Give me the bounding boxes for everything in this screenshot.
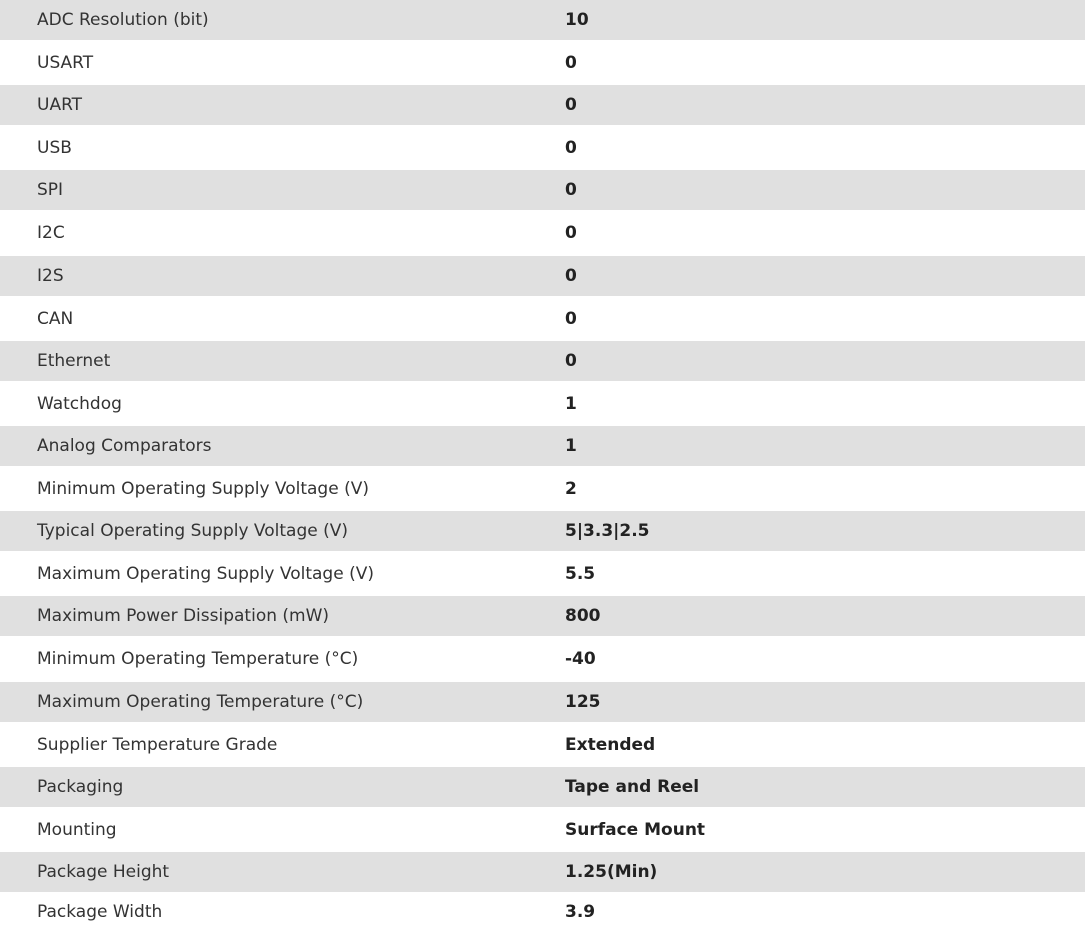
table-row <box>0 511 1085 551</box>
table-row <box>0 0 1085 40</box>
row-value: 800 <box>565 606 601 626</box>
table-row <box>0 892 1085 931</box>
row-label: Package Height <box>37 862 170 882</box>
row-value: 2 <box>565 478 577 499</box>
row-value: 1.25(Min) <box>565 862 658 882</box>
row-value: Tape and Reel <box>565 777 700 797</box>
row-label: Supplier Temperature Grade <box>37 734 278 755</box>
table-row <box>0 767 1085 807</box>
table-row <box>0 852 1085 892</box>
table-row <box>0 256 1085 296</box>
row-value: 0 <box>565 180 577 200</box>
row-value: 5|3.3|2.5 <box>565 521 650 541</box>
row-value: 0 <box>565 351 577 371</box>
table-row <box>0 170 1085 210</box>
row-label: Maximum Power Dissipation (mW) <box>37 606 330 626</box>
table-row <box>0 426 1085 466</box>
table-row <box>0 682 1085 722</box>
table-row <box>0 40 1085 85</box>
row-label: Package Width <box>37 901 163 922</box>
row-label: Minimum Operating Supply Voltage (V) <box>37 478 369 499</box>
row-label: USB <box>37 137 72 158</box>
row-value: 0 <box>565 308 577 329</box>
row-label: Typical Operating Supply Voltage (V) <box>37 521 348 541</box>
row-label: I2C <box>37 223 65 243</box>
table-row <box>0 125 1085 170</box>
row-value: 125 <box>565 692 601 712</box>
row-value: 0 <box>565 223 577 243</box>
row-value: 5.5 <box>565 563 596 584</box>
row-label: Analog Comparators <box>37 436 212 456</box>
row-label: CAN <box>37 308 74 329</box>
table-row <box>0 551 1085 596</box>
row-label: Minimum Operating Temperature (°C) <box>37 649 359 669</box>
row-value: 0 <box>565 52 577 73</box>
row-value: -40 <box>565 649 596 669</box>
row-value: 0 <box>565 95 577 115</box>
table-row <box>0 807 1085 852</box>
row-value: 0 <box>565 266 577 286</box>
row-value: 10 <box>565 10 589 30</box>
row-label: ADC Resolution (bit) <box>37 10 209 30</box>
row-label: SPI <box>37 180 64 200</box>
table-row <box>0 296 1085 341</box>
table-row <box>0 381 1085 426</box>
table-row <box>0 722 1085 767</box>
row-label: I2S <box>37 266 64 286</box>
row-label: UART <box>37 95 83 115</box>
row-value: 1 <box>565 393 577 414</box>
row-label: Packaging <box>37 777 124 797</box>
table-row <box>0 596 1085 636</box>
table-row <box>0 636 1085 682</box>
row-label: Maximum Operating Supply Voltage (V) <box>37 563 374 584</box>
row-label: USART <box>37 52 94 73</box>
row-value: Extended <box>565 734 656 755</box>
row-label: Maximum Operating Temperature (°C) <box>37 692 364 712</box>
row-value: Surface Mount <box>565 819 706 840</box>
table-row <box>0 85 1085 125</box>
table-row <box>0 341 1085 381</box>
row-label: Ethernet <box>37 351 111 371</box>
row-value: 1 <box>565 436 577 456</box>
table-row <box>0 210 1085 256</box>
table-row <box>0 466 1085 511</box>
row-label: Watchdog <box>37 393 122 414</box>
row-value: 3.9 <box>565 901 596 922</box>
row-label: Mounting <box>37 819 117 840</box>
row-value: 0 <box>565 137 577 158</box>
